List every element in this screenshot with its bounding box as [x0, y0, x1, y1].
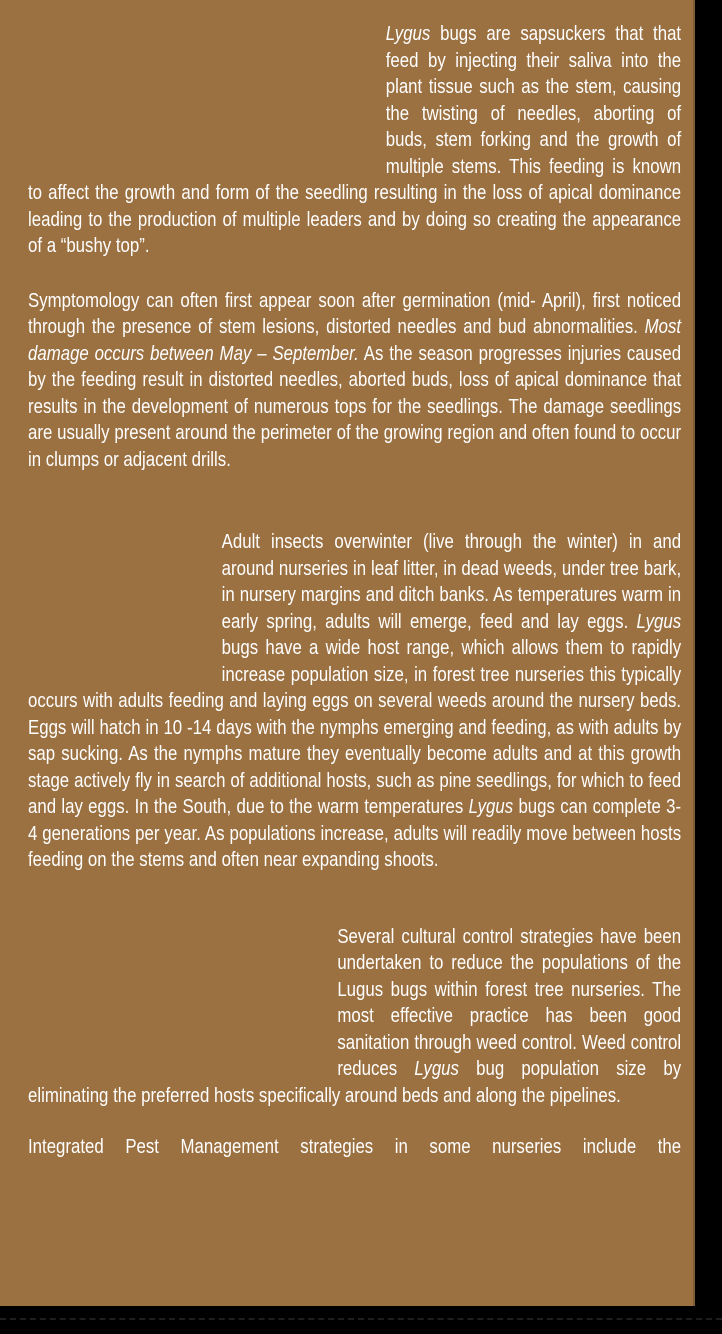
text-run: Several cultural control strategies have been undertaken to reduce the populations of the Lugus bugs within forest tree nurseries. The most effective practice has been good sanitation through weed control. Weed control reduces — [337, 924, 682, 1080]
scan-artifact-line — [0, 1318, 722, 1320]
paragraph-symptomology — [28, 288, 681, 474]
text-run: Symptomology can often first appear soon after germination (mid- April), first noticed through the presence of stem lesions, distorted needles and bud abnormalities. — [28, 288, 682, 338]
species-name-italic: Lygus — [385, 22, 431, 45]
image-placeholder-top-left — [28, 21, 386, 154]
text-run: As the season progresses injuries caused by the feeding result in distorted needles, aborted buds, loss of apical dominance that results in the development of numerous tops for the seedlings. The damage seedlings are usually present around the perimeter of the growing region and often found to occur in clumps or adjacent drills. — [28, 341, 682, 471]
paragraph-ipm — [28, 1134, 681, 1161]
text-run: bug population size by eliminating the preferred hosts specifically around beds and along the pipelines. — [28, 1057, 682, 1107]
paragraph-lifecycle — [28, 529, 681, 874]
paragraph-intro — [28, 21, 681, 260]
emphasis-damage-period: Most damage occurs between May – September. — [28, 315, 682, 365]
image-placeholder-middle-left — [28, 529, 222, 662]
text-run: bugs are sapsuckers that that feed by injecting their saliva into the plant tissue such as the stem, causing the twisting of needles, aborting of buds, stem forking and the growth of multiple stems. This feeding is known to affect the growth and form of the seedling resulting in the loss of apical dominance leading to the production of multiple leaders and by doing so creating the appearance of a “bushy top”. — [28, 22, 682, 257]
image-placeholder-bottom-left — [28, 924, 337, 1057]
species-name-italic: Lygus — [468, 795, 514, 818]
paragraph-cultural-control — [28, 924, 681, 1110]
text-run: Integrated Pest Management strategies in some nurseries include the — [28, 1135, 682, 1158]
text-run: Adult insects overwinter (live through the winter) in and around nurseries in leaf litter, in dead weeds, under tree bark, in nursery margins and ditch banks. As temperatures warm in early spring, adults will emerge, feed and lay eggs. — [221, 530, 682, 633]
text-run: bugs can complete 3-4 generations per year. As populations increase, adults will readily move between hosts feeding on the stems and often near expanding shoots. — [28, 795, 682, 871]
species-name-italic: Lygus — [636, 609, 682, 633]
text-run: bugs have a wide host range, which allows them to rapidly increase population size, in forest tree nurseries this typically occurs with adults feeding and laying eggs on several weeds around the nursery beds. Eggs will hatch in 10 -14 days with the nymphs emerging and feeding, as with adults by sap sucking. As the nymphs mature they eventually become adults and at this growth stage actively fly in search of additional hosts, such as pine seedlings, for which to feed and lay eggs. In the South, due to the warm temperatures — [28, 636, 682, 818]
species-name-italic: Lygus — [414, 1057, 459, 1080]
page-content — [28, 21, 681, 1161]
